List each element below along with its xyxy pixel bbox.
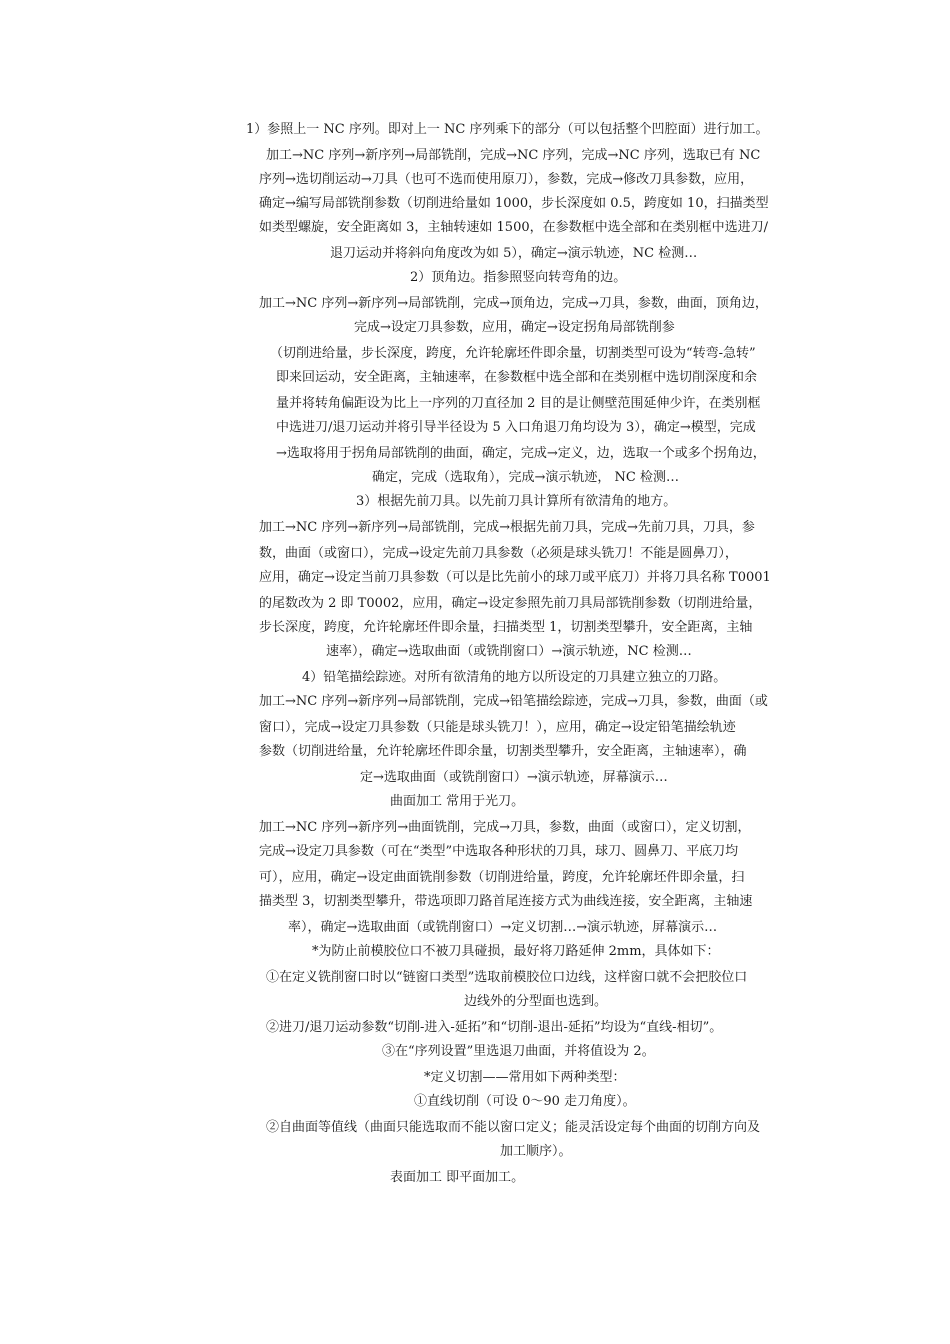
text-line: 可），应用，确定→设定曲面铣削参数（切削进给量，跨度，允许轮廓坯件即余量，扫 [259, 870, 745, 885]
text-line: ②进刀/退刀运动参数“切削-进入-延拓”和“切削-退出-延拓”均设为“直线-相切”。 [266, 1020, 723, 1035]
text-line: 边线外的分型面也选到。 [464, 994, 608, 1009]
text-line: 完成→设定刀具参数，应用，确定→设定拐角局部铣削参 [354, 320, 675, 335]
text-line: ①在定义铣削窗口时以“链窗口类型”选取前模胶位口边线，这样窗口就不会把胶位口 [266, 970, 748, 985]
text-line: 1）参照上一 NC 序列。即对上一 NC 序列乘下的部分（可以包括整个凹腔面）进行加工。 [246, 122, 769, 137]
text-line: 步长深度，跨度，允许轮廓坯件即余量，扫描类型 1，切割类型攀升，安全距离，主轴 [259, 620, 753, 635]
text-line: 参数（切削进给量，允许轮廓坯件即余量，切割类型攀升，安全距离，主轴速率），确 [259, 744, 747, 759]
text-line: →选取将用于拐角局部铣削的曲面，确定，完成→定义，边，选取一个或多个拐角边， [276, 446, 766, 461]
text-line: 速率），确定→选取曲面（或铣削窗口）→演示轨迹，NC 检测… [326, 644, 692, 659]
text-line: 的尾数改为 2 即 T0002，应用，确定→设定参照先前刀具局部铣削参数（切削进给量， [259, 596, 762, 611]
text-line: 中选进刀/退刀运动并将引导半径设为 5 入口角退刀角均设为 3），确定→模型，完成 [276, 420, 756, 435]
text-line: 完成→设定刀具参数（可在“类型”中选取各种形状的刀具，球刀、圆鼻刀、平底刀均 [259, 844, 739, 859]
text-line: 即来回运动，安全距离，主轴速率，在参数框中选全部和在类别框中选切削深度和余 [276, 370, 758, 385]
text-line: 退刀运动并将斜向角度改为如 5），确定→演示轨迹，NC 检测… [330, 246, 698, 261]
text-line: 如类型螺旋，安全距离如 3，主轴转速如 1500，在参数框中选全部和在类别框中选进刀/ [259, 220, 769, 235]
text-line: 加工顺序）。 [500, 1144, 572, 1159]
text-line: 曲面加工 常用于光刀。 [390, 794, 525, 809]
text-line: （切削进给量，步长深度，跨度，允许轮廓坯件即余量，切割类型可设为“转弯-急转” [270, 346, 756, 361]
text-line: 确定，完成（选取角），完成→演示轨迹， NC 检测… [372, 470, 679, 485]
text-line: 确定→编写局部铣削参数（切削进给量如 1000，步长深度如 0.5，跨度如 10，扫描类型 [259, 196, 769, 211]
text-line: ②自曲面等值线（曲面只能选取而不能以窗口定义；能灵活设定每个曲面的切削方向及 [266, 1120, 761, 1135]
text-line: *为防止前模胶位口不被刀具碰损，最好将刀路延伸 2mm，具体如下： [312, 944, 720, 959]
text-line: 加工→NC 序列→新序列→曲面铣削，完成→刀具，参数，曲面（或窗口），定义切割， [259, 820, 751, 835]
text-line: 表面加工 即平面加工。 [390, 1170, 525, 1185]
text-line: 4）铅笔描绘踪迹。对所有欲清角的地方以所设定的刀具建立独立的刀路。 [302, 670, 727, 685]
text-line: 应用，确定→设定当前刀具参数（可以是比先前小的球刀或平底刀）并将刀具名称 T0001 [259, 570, 771, 585]
text-line: 窗口），完成→设定刀具参数（只能是球头铣刀！），应用，确定→设定铅笔描绘轨迹 [259, 720, 736, 735]
text-line: 3）根据先前刀具。以先前刀具计算所有欲清角的地方。 [356, 494, 677, 509]
text-line: 数，曲面（或窗口），完成→设定先前刀具参数（必须是球头铣刀！不能是圆鼻刀）， [259, 546, 738, 561]
text-line: 加工→NC 序列→新序列→局部铣削，完成→铅笔描绘踪迹，完成→刀具，参数，曲面（或 [259, 694, 768, 709]
text-line: 加工→NC 序列→新序列→局部铣削，完成→NC 序列，完成→NC 序列，选取已有 NC [266, 148, 761, 163]
text-line: 加工→NC 序列→新序列→局部铣削，完成→顶角边，完成→刀具，参数，曲面，顶角边， [259, 296, 768, 311]
text-line: 率），确定→选取曲面（或铣削窗口）→定义切割…→演示轨迹，屏幕演示… [288, 920, 718, 935]
text-line: 加工→NC 序列→新序列→局部铣削，完成→根据先前刀具，完成→先前刀具，刀具，参 [259, 520, 755, 535]
text-line: 定→选取曲面（或铣削窗口）→演示轨迹，屏幕演示… [360, 770, 668, 785]
text-line: 量并将转角偏距设为比上一序列的刀直径加 2 目的是让侧壁范围延伸少许，在类别框 [276, 396, 761, 411]
text-line: *定义切割——常用如下两种类型： [424, 1070, 626, 1085]
text-line: ①直线切削（可设 0～90 走刀角度）。 [414, 1094, 636, 1109]
text-line: 描类型 3，切割类型攀升，带选项即刀路首尾连接方式为曲线连接，安全距离，主轴速 [259, 894, 753, 909]
text-line: 序列→选切削运动→刀具（也可不选而使用原刀），参数，完成→修改刀具参数，应用， [259, 172, 754, 187]
text-line: 2）顶角边。指参照竖向转弯角的边。 [410, 270, 627, 285]
text-line: ③在“序列设置”里选退刀曲面，并将值设为 2。 [382, 1044, 655, 1059]
